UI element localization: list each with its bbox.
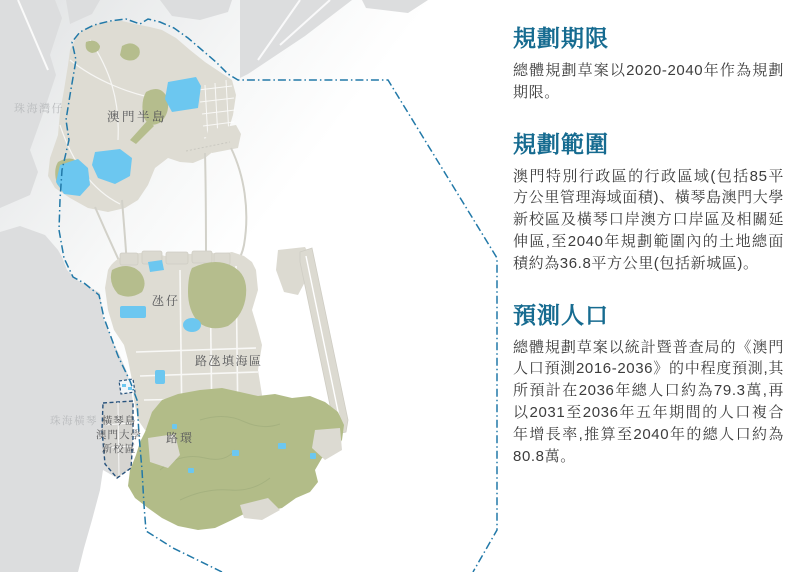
hengqin-checkpoint [119,379,135,394]
camoes-garden [120,43,140,60]
info-panel [513,24,784,467]
reservoir [165,77,201,112]
section-body-population-forecast: 總體規劃草案以統計暨普查局的《澳門人口預測2016-2036》的中程度預測,其所預計在2036年總人口約為79.3萬,再以2031至2036年五年期間的人口複合年增長率,推算至2040年的總人口約為80.8萬。 [513,338,784,465]
svg-text:橫琴島: 橫琴島 [101,415,137,427]
zone-a-link-bridge [205,153,206,266]
section-body-planning-scope: 澳門特別行政區的行政區域(包括85平方公里管理海域面積)、橫琴島澳門大學新校區及橫琴口岸澳方口岸區及相關延伸區,至2040年規劃範圍內的土地總面積約為36.8平方公里(包括新城區)。 [513,167,784,272]
label-cotai-reclamation: 路氹填海區 [195,354,263,368]
label-zhuhai-wanzai: 珠海灣仔 [14,103,64,115]
section-title-population-forecast: 預測人口 [513,301,609,328]
svg-text:澳門大學: 澳門大學 [96,429,142,441]
label-zhuhai-hengqin: 珠海橫琴 [50,415,98,427]
svg-text:新校區: 新校區 [101,443,137,455]
section-title-planning-scope: 規劃範圍 [513,130,609,157]
label-taipa: 氹仔 [152,294,181,308]
label-coloane: 路環 [166,431,195,445]
section-title-planning-period: 規劃期限 [513,25,609,51]
label-hengqin-campus [96,414,142,455]
section-body-planning-period: 總體規劃草案以2020-2040年作為規劃期限。 [513,62,784,101]
label-macau-peninsula: 澳門半島 [107,110,168,124]
